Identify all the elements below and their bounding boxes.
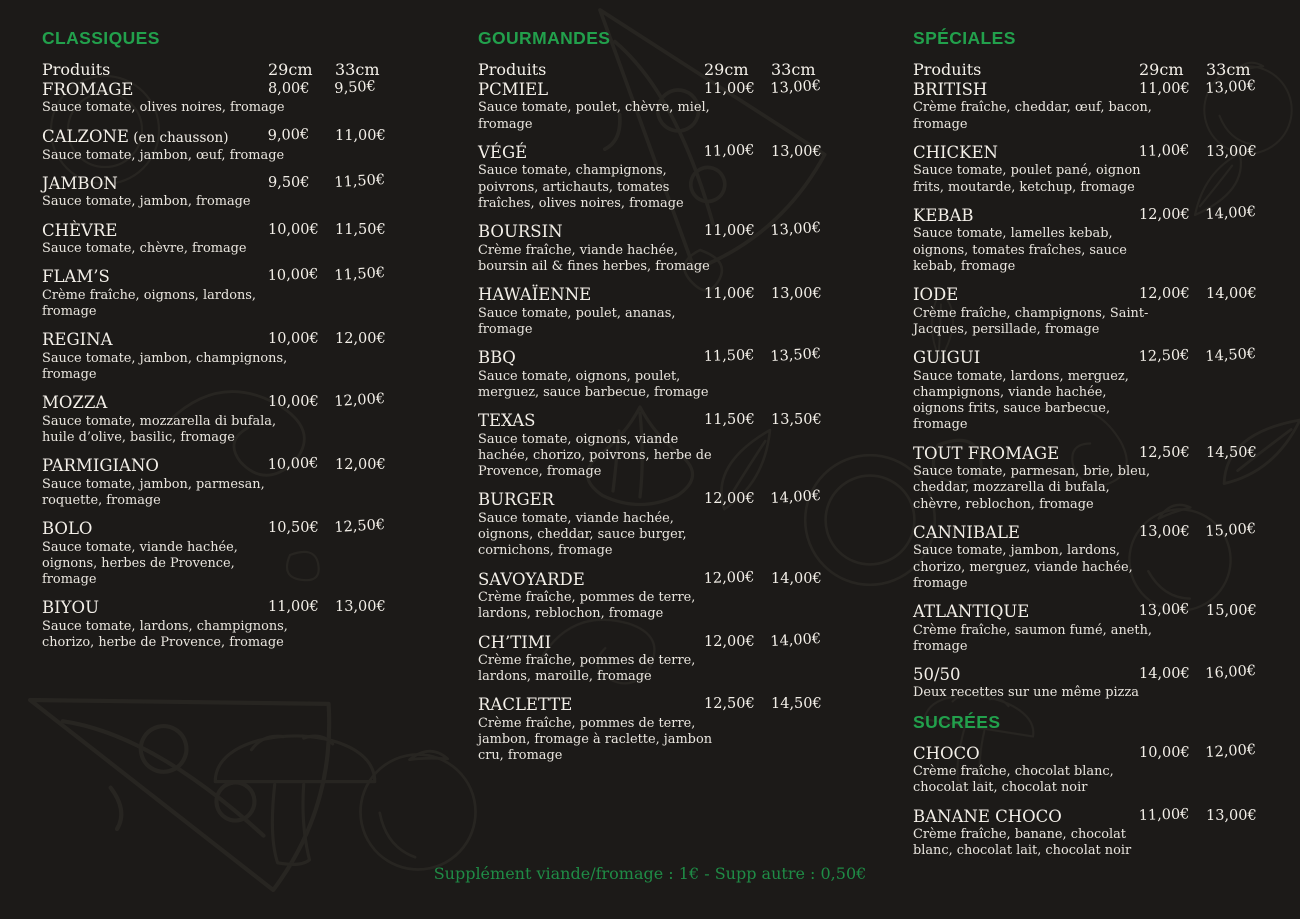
menu-item — [42, 127, 442, 164]
menu-item — [42, 598, 442, 651]
item-name: CALZONE (en chausson) — [42, 126, 229, 146]
item-name: 50/50 — [913, 665, 961, 684]
item-name: BANANE CHOCO — [913, 806, 1062, 826]
item-description: Crème fraîche, viande hachée, boursin ail & fines herbes, fromage — [478, 242, 710, 274]
item-price-33cm: 9,50€ — [333, 78, 377, 98]
table-head — [913, 60, 1295, 79]
item-price-33cm: 13,00€ — [769, 77, 822, 98]
item-price-33cm: 14,00€ — [769, 488, 822, 508]
item-description: Crème fraîche, champignons, Saint-Jacques, persillade, fromage — [913, 305, 1149, 337]
item-description: Sauce tomate, lardons, champignons, chorizo, herbe de Provence, fromage — [42, 618, 288, 651]
section-classiques — [42, 28, 442, 651]
item-name: CHÈVRE — [42, 220, 118, 240]
item-price-29cm: 12,00€ — [1139, 286, 1190, 303]
menu-item — [478, 490, 878, 559]
size-29cm-column-label: 29cm — [268, 60, 313, 79]
item-price-29cm: 12,00€ — [704, 491, 755, 508]
item-price-29cm: 10,00€ — [267, 266, 319, 285]
item-name: IODE — [913, 285, 959, 305]
item-name: CHICKEN — [913, 142, 998, 162]
item-price-29cm: 12,50€ — [1138, 347, 1190, 366]
item-description: Sauce tomate, jambon, œuf, fromage — [42, 147, 285, 163]
menu-item — [913, 662, 1295, 702]
item-description: Sauce tomate, champignons, poivrons, artichauts, tomates fraîches, olives noires, fromage — [478, 163, 684, 211]
menu-item — [42, 221, 442, 258]
item-description: Sauce tomate, olives noires, fromage — [42, 100, 285, 116]
item-name: ATLANTIQUE — [913, 602, 1030, 622]
item-description: Crème fraîche, pommes de terre, lardons, reblochon, fromage — [478, 590, 696, 622]
size-33cm-column-label: 33cm — [771, 60, 816, 79]
menu-item — [478, 695, 878, 764]
menu-item — [42, 330, 442, 383]
menu-column-classiques — [42, 28, 442, 661]
item-name: TEXAS — [478, 411, 536, 431]
item-price-33cm: 12,00€ — [335, 331, 386, 348]
item-name: GUIGUI — [913, 348, 981, 368]
item-price-33cm: 12,00€ — [335, 457, 386, 474]
produits-column-label: Produits — [913, 60, 982, 79]
item-price-33cm: 13,00€ — [335, 599, 386, 616]
item-price-29cm: 11,50€ — [703, 347, 755, 366]
item-name: FROMAGE — [42, 80, 134, 99]
section-header: GOURMANDES — [478, 28, 611, 48]
item-name: TOUT FROMAGE — [913, 443, 1060, 463]
item-description: Sauce tomate, oignons, viande hachée, chorizo, poivrons, herbe de Provence, fromage — [478, 431, 712, 480]
section-items — [913, 77, 1295, 702]
item-price-29cm: 12,00€ — [703, 568, 755, 587]
item-price-29cm: 11,00€ — [704, 286, 755, 303]
item-price-29cm: 11,00€ — [1138, 142, 1190, 160]
item-name: JAMBON — [42, 173, 118, 193]
item-price-29cm: 11,00€ — [1139, 81, 1190, 97]
item-name: PARMIGIANO — [42, 456, 159, 476]
size-33cm-column-label: 33cm — [335, 60, 380, 79]
item-description: Sauce tomate, mozzarella di bufala, huile d’olive, basilic, fromage — [42, 413, 277, 445]
menu-item — [478, 222, 878, 275]
section-sucrees — [913, 712, 1295, 860]
menu-item — [478, 630, 878, 686]
item-price-29cm: 9,50€ — [268, 174, 310, 191]
size-29cm-column-label: 29cm — [1139, 60, 1184, 79]
item-price-29cm: 12,50€ — [704, 696, 755, 713]
item-name: MOZZA — [42, 393, 108, 413]
menu-item — [478, 411, 878, 480]
item-price-29cm: 13,00€ — [1139, 523, 1190, 540]
item-price-33cm: 14,50€ — [771, 696, 822, 713]
item-name: HAWAÏENNE — [478, 285, 592, 305]
item-name: BOLO — [42, 519, 93, 539]
size-29cm-column-label: 29cm — [704, 60, 749, 79]
item-price-29cm: 10,00€ — [1139, 744, 1190, 761]
section-gourmandes — [478, 28, 878, 765]
menu-item — [913, 285, 1295, 338]
item-price-33cm: 14,00€ — [1206, 286, 1257, 303]
item-description: Deux recettes sur une même pizza — [913, 685, 1139, 701]
section-items — [478, 77, 878, 765]
item-description: Sauce tomate, parmesan, brie, bleu, cheddar, mozzarella di bufala, chèvre, reblochon, fromage — [913, 464, 1151, 512]
menu-item — [913, 741, 1295, 797]
supplement-note: Supplément viande/fromage : 1€ - Supp autre : 0,50€ — [433, 864, 867, 883]
item-price-29cm: 13,00€ — [1138, 601, 1190, 620]
section-speciales — [913, 28, 1295, 702]
menu-item — [42, 519, 442, 588]
item-price-29cm: 10,00€ — [267, 455, 319, 474]
item-price-33cm: 11,00€ — [335, 127, 386, 144]
item-price-33cm: 13,00€ — [1204, 77, 1257, 98]
item-price-29cm: 10,50€ — [268, 520, 319, 537]
menu-item — [42, 171, 442, 211]
item-price-29cm: 12,00€ — [704, 633, 755, 650]
item-price-33cm: 14,00€ — [1204, 203, 1257, 223]
item-price-33cm: 13,50€ — [769, 346, 822, 366]
produits-column-label: Produits — [478, 60, 547, 79]
menu-item — [913, 807, 1295, 860]
item-price-33cm: 12,00€ — [1204, 741, 1257, 761]
item-description: Crème fraîche, oignons, lardons, fromage — [42, 287, 256, 320]
menu-item — [478, 348, 878, 401]
item-description: Sauce tomate, oignons, poulet, merguez, sauce barbecue, fromage — [478, 368, 709, 400]
item-price-33cm: 14,00€ — [771, 570, 822, 587]
menu-item — [478, 570, 878, 623]
menu-item — [913, 203, 1295, 275]
item-description: Crème fraîche, banane, chocolat blanc, chocolat lait, chocolat noir — [913, 827, 1132, 859]
item-price-33cm: 12,00€ — [333, 391, 386, 411]
item-price-33cm: 15,00€ — [1204, 520, 1257, 540]
item-description: Crème fraîche, saumon fumé, aneth, fromage — [913, 622, 1152, 654]
item-price-29cm: 11,00€ — [704, 81, 755, 97]
item-price-33cm: 16,00€ — [1204, 662, 1257, 683]
menu-item — [913, 444, 1295, 513]
item-price-29cm: 8,00€ — [268, 81, 310, 97]
item-description: Sauce tomate, poulet pané, oignon frits, moutarde, ketchup, fromage — [913, 163, 1141, 195]
item-description: Sauce tomate, jambon, lardons, chorizo, merguez, viande hachée, fromage — [913, 543, 1133, 591]
item-description: Crème fraîche, pommes de terre, lardons, maroille, fromage — [478, 652, 696, 685]
item-price-33cm: 14,50€ — [1206, 444, 1257, 461]
menu-column-gourmandes — [478, 28, 878, 775]
item-price-33cm: 13,50€ — [771, 412, 822, 429]
item-price-33cm: 13,00€ — [771, 143, 822, 160]
item-description: Sauce tomate, viande hachée, oignons, cheddar, sauce burger, cornichons, fromage — [478, 510, 687, 559]
item-price-33cm: 11,50€ — [333, 171, 386, 191]
section-items — [42, 80, 442, 651]
item-name: CANNIBALE — [913, 522, 1020, 542]
section-header: CLASSIQUES — [42, 28, 160, 48]
item-price-29cm: 12,00€ — [1139, 206, 1190, 223]
item-price-33cm: 14,50€ — [1204, 346, 1257, 366]
section-header: SUCRÉES — [913, 711, 1001, 732]
item-price-33cm: 12,50€ — [333, 517, 386, 537]
menu-column-speciales — [913, 28, 1295, 870]
item-name: BOURSIN — [478, 222, 563, 242]
item-price-29cm: 11,00€ — [1138, 806, 1190, 824]
menu-item — [42, 80, 442, 117]
item-description: Crème fraîche, chocolat blanc, chocolat lait, chocolat noir — [913, 764, 1114, 796]
item-price-29cm: 14,00€ — [1139, 666, 1190, 682]
item-name: BIYOU — [42, 598, 99, 618]
item-price-33cm: 13,00€ — [769, 220, 822, 240]
item-name: KEBAB — [913, 205, 974, 225]
menu-item — [913, 602, 1295, 655]
menu-item — [913, 77, 1295, 133]
menu-item — [478, 143, 878, 212]
size-33cm-column-label: 33cm — [1206, 60, 1251, 79]
item-description: Sauce tomate, viande hachée, oignons, herbes de Provence, fromage — [42, 539, 238, 588]
item-description: Sauce tomate, chèvre, fromage — [42, 241, 247, 257]
item-description: Sauce tomate, poulet, ananas, fromage — [478, 305, 676, 337]
item-price-29cm: 11,00€ — [704, 223, 755, 240]
item-price-33cm: 13,00€ — [1206, 807, 1257, 824]
menu-item — [42, 456, 442, 509]
item-name: FLAM’S — [42, 267, 110, 287]
item-name: BRITISH — [913, 80, 988, 99]
item-name: CH’TIMI — [478, 632, 552, 652]
item-price-29cm: 11,00€ — [703, 142, 755, 160]
item-description: Sauce tomate, poulet, chèvre, miel, fromage — [478, 100, 710, 132]
item-description: Sauce tomate, jambon, fromage — [42, 194, 251, 210]
item-description: Crème fraîche, cheddar, œuf, bacon, fromage — [913, 100, 1152, 132]
item-price-33cm: 13,00€ — [1206, 143, 1257, 160]
item-price-33cm: 15,00€ — [1206, 603, 1257, 620]
item-price-33cm: 11,50€ — [335, 221, 386, 238]
item-name: VÉGÉ — [478, 142, 528, 162]
item-name: PCMIEL — [478, 80, 549, 99]
item-description: Sauce tomate, lardons, merguez, champignons, viande hachée, oignons frits, sauce barbecue, fromage — [913, 368, 1129, 433]
item-description: Sauce tomate, jambon, parmesan, roquette, fromage — [42, 476, 265, 508]
menu-item — [478, 285, 878, 338]
item-price-29cm: 11,50€ — [704, 412, 755, 429]
produits-column-label: Produits — [42, 60, 111, 79]
item-description: Sauce tomate, lamelles kebab, oignons, tomates fraîches, sauce kebab, fromage — [913, 226, 1127, 274]
item-price-29cm: 12,50€ — [1139, 444, 1190, 461]
menu-item — [42, 267, 442, 320]
section-header: SPÉCIALES — [913, 28, 1016, 48]
item-name: BBQ — [478, 348, 516, 368]
item-name: RACLETTE — [478, 695, 573, 715]
menu-item — [42, 393, 442, 446]
item-price-29cm: 9,00€ — [267, 126, 310, 144]
item-name: SAVOYARDE — [478, 569, 585, 589]
menu-item — [913, 143, 1295, 196]
item-price-29cm: 10,00€ — [268, 394, 319, 411]
item-price-33cm: 11,50€ — [333, 265, 386, 285]
item-description: Crème fraîche, pommes de terre, jambon, fromage à raclette, jambon cru, fromage — [478, 715, 713, 764]
item-price-29cm: 11,00€ — [268, 599, 319, 616]
item-price-29cm: 10,00€ — [268, 331, 319, 348]
menu-item — [478, 77, 878, 133]
item-name: BURGER — [478, 490, 555, 510]
menu-item — [913, 348, 1295, 433]
item-price-33cm: 14,00€ — [769, 630, 822, 650]
section-items — [913, 741, 1295, 860]
menu-item — [913, 520, 1295, 592]
item-name: CHOCO — [913, 743, 980, 763]
item-name: REGINA — [42, 330, 113, 350]
item-price-29cm: 10,00€ — [268, 221, 319, 238]
item-description: Sauce tomate, jambon, champignons, fromage — [42, 350, 288, 383]
item-price-33cm: 13,00€ — [771, 286, 822, 303]
